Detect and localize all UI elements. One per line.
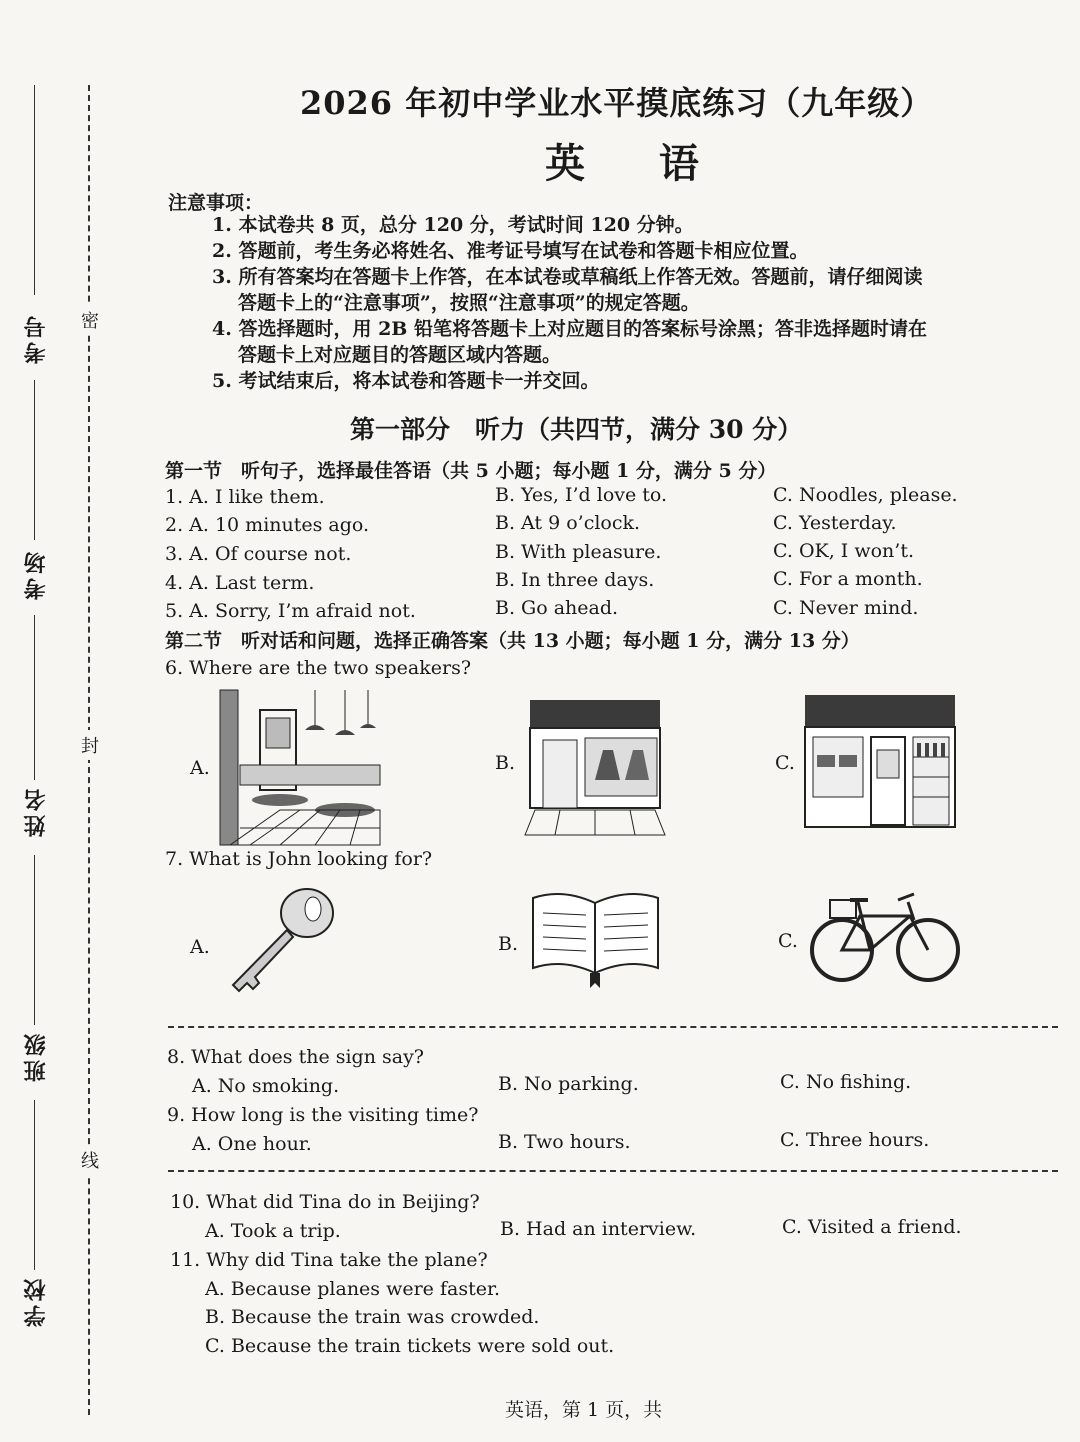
q4-option-b: B. In three days. <box>495 569 655 591</box>
q3-option-b: B. With pleasure. <box>495 541 662 563</box>
book-picture <box>528 888 663 988</box>
q11-question: 11. Why did Tina take the plane? <box>170 1249 488 1271</box>
part-one-title: 第一部分 听力（共四节，满分 30 分） <box>350 415 803 444</box>
q5-option-b: B. Go ahead. <box>495 597 619 619</box>
q5-option-a: 5. A. Sorry, I’m afraid not. <box>165 600 416 622</box>
notice-item-4-cont: 答题卡上对应题目的答题区域内答题。 <box>238 344 562 366</box>
exam-number-label: 考号 <box>23 312 49 364</box>
notice-item-3-cont: 答题卡上的“注意事项”，按照“注意事项”的规定答题。 <box>238 292 700 314</box>
q8-option-b: B. No parking. <box>498 1073 639 1095</box>
exam-number-fill-line <box>34 85 35 295</box>
q8-option-a: A. No smoking. <box>192 1075 340 1097</box>
q3-option-a: 3. A. Of course not. <box>165 543 352 565</box>
q10-option-c: C. Visited a friend. <box>782 1216 962 1238</box>
q9-question: 9. How long is the visiting time? <box>167 1104 479 1126</box>
q10-option-b: B. Had an interview. <box>500 1218 697 1240</box>
subject-title: 英 语 <box>545 140 729 187</box>
restaurant-picture <box>220 690 380 845</box>
bicycle-picture <box>810 880 960 990</box>
seal-char-xian: 线 <box>80 1145 100 1175</box>
q9-option-b: B. Two hours. <box>498 1131 631 1153</box>
q9-option-a: A. One hour. <box>192 1133 312 1155</box>
key-picture <box>225 885 335 995</box>
q6-label-a: A. <box>190 757 210 779</box>
q11-option-a: A. Because planes were faster. <box>205 1278 500 1300</box>
q10-question: 10. What did Tina do in Beijing? <box>170 1191 480 1213</box>
q7-label-b: B. <box>498 933 519 955</box>
notice-item-4: 4. 答选择题时，用 2B 铅笔将答题卡上对应题目的答案标号涂黑；答非选择题时请在 <box>212 318 927 340</box>
class-fill-line <box>34 855 35 1025</box>
q4-option-a: 4. A. Last term. <box>165 572 315 594</box>
q9-option-c: C. Three hours. <box>780 1129 930 1151</box>
notice-item-3: 3. 所有答案均在答题卡上作答，在本试卷或草稿纸上作答无效。答题前，请仔细阅读 <box>212 266 923 288</box>
seal-char-feng: 封 <box>80 730 100 760</box>
seal-char-mi: 密 <box>80 305 100 335</box>
q4-option-c: C. For a month. <box>773 568 923 590</box>
q1-option-b: B. Yes, I’d love to. <box>495 484 668 506</box>
notice-item-2: 2. 答题前，考生务必将姓名、准考证号填写在试卷和答题卡相应位置。 <box>212 240 809 262</box>
q2-option-a: 2. A. 10 minutes ago. <box>165 514 370 536</box>
q11-option-c: C. Because the train tickets were sold out. <box>205 1335 615 1357</box>
notice-item-1: 1. 本试卷共 8 页，总分 120 分，考试时间 120 分钟。 <box>212 214 694 236</box>
q3-option-c: C. OK, I won’t. <box>773 540 914 562</box>
q6-label-c: C. <box>775 752 795 774</box>
cut-line-1 <box>168 1026 1058 1028</box>
section-one-title: 第一节 听句子，选择最佳答语（共 5 小题；每小题 1 分，满分 5 分） <box>165 460 777 482</box>
q5-option-c: C. Never mind. <box>773 597 919 619</box>
name-fill-line <box>34 615 35 780</box>
q11-option-b: B. Because the train was crowded. <box>205 1306 540 1328</box>
class-label: 班级 <box>23 1030 49 1082</box>
school-fill-line <box>34 1100 35 1270</box>
q1-option-c: C. Noodles, please. <box>773 484 958 506</box>
clothes-shop-picture <box>525 700 665 835</box>
exam-room-label: 考场 <box>23 548 49 600</box>
q10-option-a: A. Took a trip. <box>205 1220 341 1242</box>
name-label: 姓名 <box>23 785 49 837</box>
page-footer: 英语，第 1 页，共 <box>505 1399 663 1421</box>
section-two-title: 第二节 听对话和问题，选择正确答案（共 13 小题；每小题 1 分，满分 13 分） <box>165 630 860 652</box>
bookshop-picture <box>805 695 955 830</box>
q2-option-b: B. At 9 o’clock. <box>495 512 641 534</box>
q8-question: 8. What does the sign say? <box>167 1046 424 1068</box>
q6-label-b: B. <box>495 752 516 774</box>
q7-label-a: A. <box>190 936 210 958</box>
q7-label-c: C. <box>778 930 798 952</box>
cut-line-2 <box>168 1170 1058 1172</box>
exam-room-fill-line <box>34 380 35 540</box>
q6-question: 6. Where are the two speakers? <box>165 657 472 679</box>
exam-title: 2026 年初中学业水平摸底练习（九年级） <box>300 84 934 122</box>
q8-option-c: C. No fishing. <box>780 1071 912 1093</box>
q7-question: 7. What is John looking for? <box>165 848 433 870</box>
school-label: 学校 <box>23 1275 49 1327</box>
notice-heading: 注意事项： <box>168 192 264 214</box>
q1-option-a: 1. A. I like them. <box>165 486 325 508</box>
notice-item-5: 5. 考试结束后，将本试卷和答题卡一并交回。 <box>212 370 600 392</box>
q2-option-c: C. Yesterday. <box>773 512 897 534</box>
